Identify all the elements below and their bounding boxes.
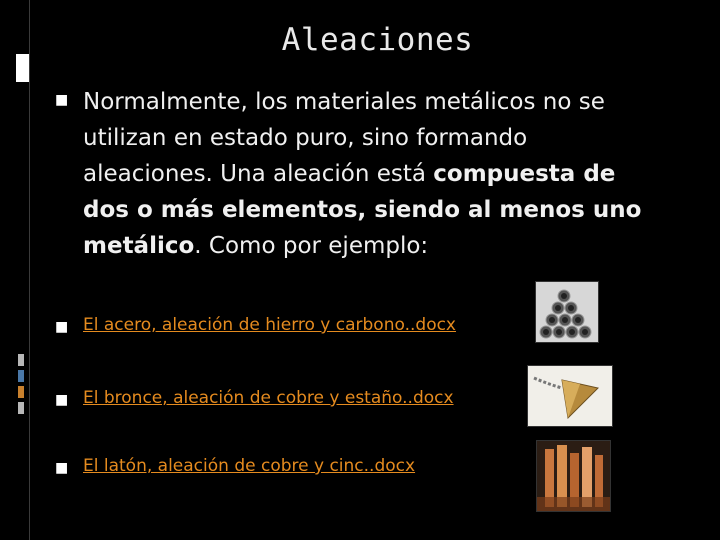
- bullet-icon: ■: [55, 319, 69, 335]
- intro-paragraph: [83, 84, 643, 264]
- brass-rods-image: [536, 440, 611, 512]
- link-bronce-docx[interactable]: El bronce, aleación de cobre y estaño..docx: [83, 388, 454, 408]
- bronze-plumb-image: [527, 365, 613, 427]
- rail-block: [16, 54, 29, 82]
- bullet-icon: ■: [55, 460, 69, 476]
- steel-pipes-image: [535, 281, 599, 343]
- paragraph-text-1: Normalmente, los materiales metálicos no se utilizan en estado puro, sino formando aleaciones. Una aleación está: [83, 89, 605, 187]
- paragraph-bold: compuesta de dos o más elementos, siendo al menos uno metálico: [83, 161, 642, 259]
- rail-mini-4: [18, 402, 24, 414]
- link-laton-docx[interactable]: El latón, aleación de cobre y cinc..docx: [83, 456, 416, 476]
- bullet-icon: ■: [55, 92, 69, 108]
- rail-mini-1: [18, 354, 24, 366]
- rail-mini-2: [18, 370, 24, 382]
- bullet-icon: ■: [55, 392, 69, 408]
- left-rail: [0, 0, 30, 540]
- paragraph-text-2: . Como por ejemplo:: [194, 233, 429, 259]
- rail-mini-3: [18, 386, 24, 398]
- slide-title: Aleaciones: [281, 22, 474, 58]
- link-acero-docx[interactable]: El acero, aleación de hierro y carbono..docx: [83, 315, 456, 335]
